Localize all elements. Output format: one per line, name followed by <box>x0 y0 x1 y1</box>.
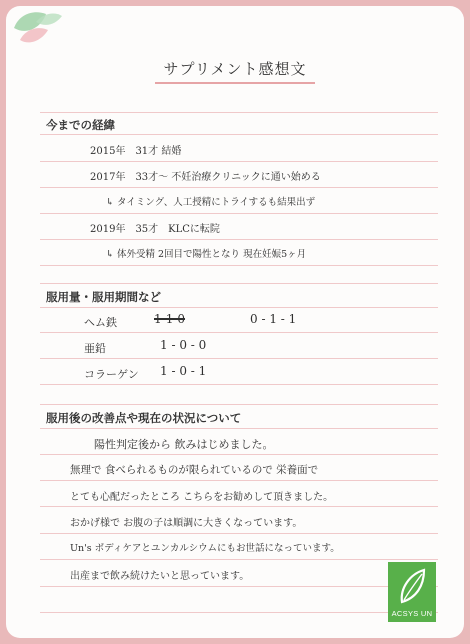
improvement-line: とても心配だったところ こちらをお勧めして頂きました。 <box>70 492 334 503</box>
rule-line <box>40 533 438 534</box>
leaf-decoration-icon <box>6 6 66 56</box>
improvement-line: Un's ボディケアとユンカルシウムにもお世話になっています。 <box>70 543 340 554</box>
history-line: ↳ タイミング、人工授精にトライするも結果出ず <box>106 197 316 208</box>
rule-line <box>40 283 438 284</box>
improvement-line: 陽性判定後から 飲みはじめました。 <box>94 438 274 451</box>
rule-line <box>40 213 438 214</box>
dosage-name: コラーゲン <box>84 368 139 381</box>
rule-line <box>40 480 438 481</box>
rule-line <box>40 358 438 359</box>
logo-text: ACSYS UN <box>391 609 433 618</box>
rule-line <box>40 612 438 613</box>
improvement-line: 出産まで飲み続けたいと思っています。 <box>70 571 250 582</box>
rule-line <box>40 161 438 162</box>
dosage-value: 0 - 1 - 1 <box>250 312 297 326</box>
history-line: 2019年 35才 KLCに転院 <box>90 224 220 235</box>
page-title: サプリメント感想文 <box>155 58 314 84</box>
rule-line <box>40 307 438 308</box>
dosage-value: 1 - 0 - 0 <box>160 338 207 352</box>
rule-line <box>40 134 438 135</box>
rule-line <box>40 454 438 455</box>
history-line: 2017年 33才〜 不妊治療クリニックに通い始める <box>90 172 321 183</box>
rule-line <box>40 506 438 507</box>
rule-line <box>40 384 438 385</box>
dosage-value: 1 - 0 - 1 <box>160 364 207 378</box>
dosage-name: 亜鉛 <box>84 342 106 355</box>
section-heading-history: 今までの経緯 <box>46 118 115 132</box>
dosage-struck-value: 1-1-0 <box>154 312 186 326</box>
testimonial-sheet <box>6 6 464 638</box>
rule-line <box>40 559 438 560</box>
section-heading-dosage: 服用量・服用期間など <box>46 290 161 304</box>
history-line: 2015年 31才 結婚 <box>90 146 182 157</box>
history-line: ↳ 体外受精 2回目で陽性となり 現在妊娠5ヶ月 <box>106 249 307 260</box>
rule-line <box>40 112 438 113</box>
rule-line <box>40 332 438 333</box>
section-heading-improvements: 服用後の改善点や現在の状況について <box>46 411 242 425</box>
improvement-line: 無理で 食べられるものが限られているので 栄養面で <box>70 464 319 476</box>
rule-line <box>40 586 438 587</box>
rule-line <box>40 239 438 240</box>
rule-line <box>40 428 438 429</box>
rule-line <box>40 187 438 188</box>
improvement-line: おかげ様で お腹の子は順調に大きくなっています。 <box>70 518 303 529</box>
rule-line <box>40 404 438 405</box>
leaf-logo-icon <box>388 564 436 610</box>
dosage-name: ヘム鉄 <box>84 316 117 329</box>
brand-logo <box>388 562 436 622</box>
rule-line <box>40 265 438 266</box>
